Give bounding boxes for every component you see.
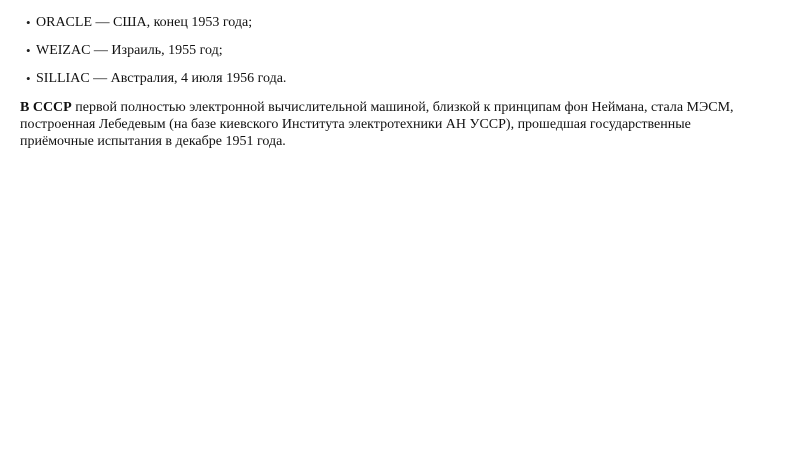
bullet-list [26,14,286,98]
bullet-item-oracle: • ORACLE — США, конец 1953 года; [26,14,286,32]
paragraph-lead: В СССР [20,100,72,115]
bullet-item-weizac: • WEIZAC — Израиль, 1955 год; [26,42,286,60]
ussr-paragraph [20,99,755,150]
bullet-item-silliac: • SILLIAC — Австралия, 4 июля 1956 года. [26,70,286,88]
paragraph-text: первой полностью электронной вычислительной машиной, близкой к принципам фон Неймана, стала МЭСМ, построенная Лебедевым (на базе киевского Института электротехники АН УССР), прошедшая государственные приёмочные испытания в декабре 1951 года. [20,100,734,149]
